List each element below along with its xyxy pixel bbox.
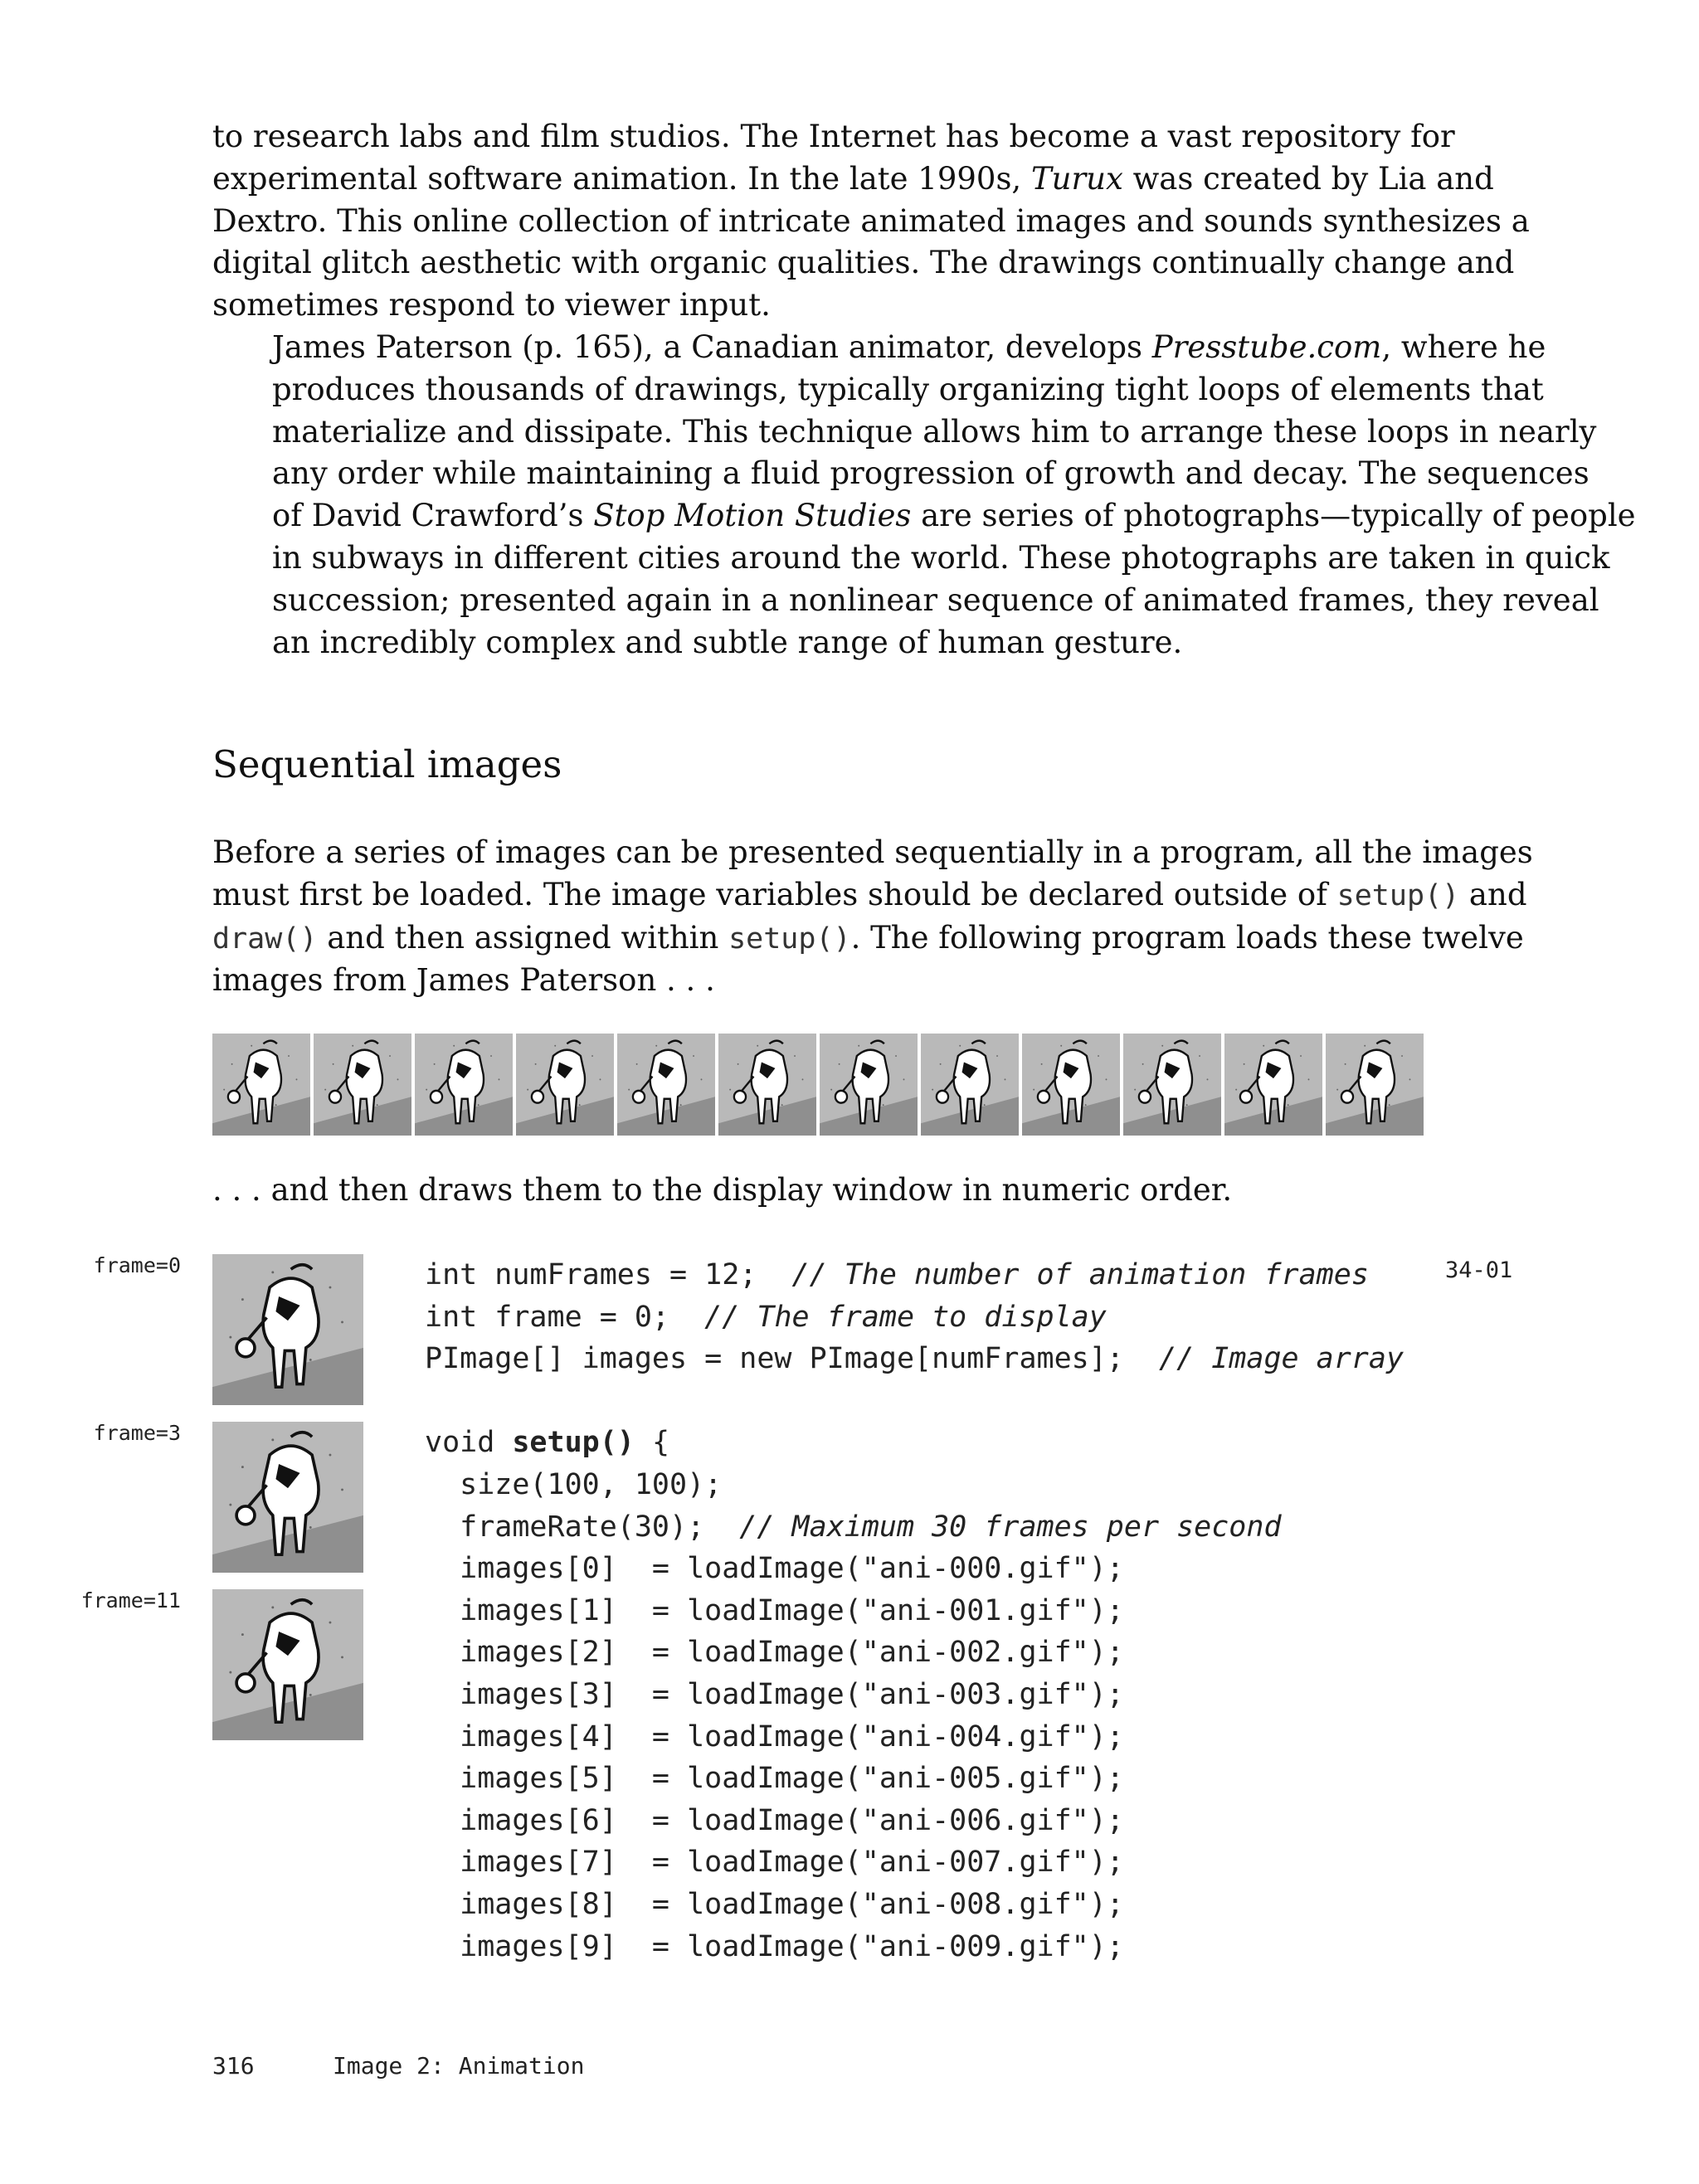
text-line: sometimes respond to viewer input.	[212, 287, 771, 323]
code-line: images[4] = loadImage("ani-004.gif");	[425, 1719, 1124, 1754]
inline-code: draw()	[212, 922, 318, 956]
animation-frame-thumbnail	[1022, 1034, 1120, 1136]
paragraph-2	[212, 327, 1636, 664]
code-comment: // The frame to display	[704, 1300, 1107, 1334]
example-number: 34-01	[1445, 1257, 1513, 1283]
animation-frame-thumbnail	[1326, 1034, 1424, 1136]
text-line: produces thousands of drawings, typically organizing tight loops of elements that	[272, 371, 1544, 407]
frame-11-image	[212, 1589, 363, 1740]
code-comment: // Maximum 30 frames per second	[739, 1510, 1282, 1544]
code-comment: // The number of animation frames	[791, 1258, 1369, 1291]
code-blank-line	[425, 1380, 1404, 1423]
text-line: an incredibly complex and subtle range of human gesture.	[272, 624, 1183, 660]
animation-frame-thumbnail	[820, 1034, 918, 1136]
text-line: images from James Paterson . . .	[212, 962, 715, 999]
code-line: images[1] = loadImage("ani-001.gif");	[425, 1593, 1124, 1627]
inline-code: setup()	[728, 922, 851, 956]
work-title-turux: Turux	[1030, 160, 1123, 197]
section-heading: Sequential images	[212, 742, 562, 786]
code-line: int frame = 0; // The frame to display	[425, 1300, 1107, 1334]
code-line: size(100, 100);	[425, 1467, 723, 1501]
animation-frame-thumbnail	[1224, 1034, 1322, 1136]
code-line: PImage[] images = new PImage[numFrames]; // Image array	[425, 1342, 1404, 1376]
outro-text: . . . and then draws them to the display window in numeric order.	[212, 1172, 1233, 1208]
code-listing	[425, 1254, 1404, 1968]
code-line: frameRate(30); // Maximum 30 frames per second	[425, 1510, 1282, 1544]
code-keyword: setup()	[512, 1426, 635, 1460]
code-line: images[7] = loadImage("ani-007.gif");	[425, 1846, 1124, 1880]
text-line: James Paterson (p. 165), a Canadian animator, develops Presstube.com, where he	[272, 328, 1546, 365]
frame-3-image	[212, 1422, 363, 1573]
animation-frame-thumbnail	[617, 1034, 715, 1136]
animation-frame-thumbnail	[212, 1034, 310, 1136]
frame-label: frame=3	[93, 1421, 181, 1445]
animation-frame-thumbnail	[921, 1034, 1019, 1136]
work-title-presstube: Presstube.com	[1151, 328, 1382, 365]
text-line: of David Crawford’s Stop Motion Studies are series of photographs—typically of people	[272, 498, 1636, 534]
text-line: experimental software animation. In the late 1990s, Turux was created by Lia and	[212, 160, 1494, 197]
chapter-title: Image 2: Animation	[333, 2052, 585, 2079]
text-line: draw() and then assigned within setup(). The following program loads these twelve	[212, 919, 1524, 956]
page-number: 316	[212, 2052, 255, 2079]
animation-filmstrip	[212, 1034, 1427, 1136]
text-line: materialize and dissipate. This technique allows him to arrange these loops in nearly	[272, 413, 1597, 450]
body-text	[212, 116, 1636, 664]
code-line: images[9] = loadImage("ani-009.gif");	[425, 1929, 1124, 1963]
frame-label: frame=11	[80, 1588, 181, 1612]
code-comment: // Image array	[1159, 1342, 1404, 1376]
code-line: images[8] = loadImage("ani-008.gif");	[425, 1887, 1124, 1921]
animation-frame-thumbnail	[314, 1034, 411, 1136]
text-line: in subways in different cities around the world. These photographs are taken in quick	[272, 539, 1610, 576]
text-line: digital glitch aesthetic with organic qualities. The drawings continually change and	[212, 245, 1515, 281]
code-line: images[6] = loadImage("ani-006.gif");	[425, 1803, 1124, 1837]
code-line: int numFrames = 12; // The number of animation frames	[425, 1258, 1369, 1291]
code-line: images[0] = loadImage("ani-000.gif");	[425, 1552, 1124, 1586]
frame-0-image	[212, 1254, 363, 1405]
animation-frame-thumbnail	[1123, 1034, 1221, 1136]
code-line: void setup() {	[425, 1426, 670, 1460]
frame-label: frame=0	[93, 1253, 181, 1277]
work-title-stop-motion-studies: Stop Motion Studies	[593, 498, 912, 534]
text-line: succession; presented again in a nonlinear sequence of animated frames, they reveal	[272, 581, 1599, 618]
text-line: Before a series of images can be presented sequentially in a program, all the images	[212, 834, 1533, 870]
paragraph-1	[212, 116, 1530, 327]
text-line: any order while maintaining a fluid progression of growth and decay. The sequences	[272, 455, 1589, 492]
animation-frame-thumbnail	[718, 1034, 816, 1136]
animation-frame-thumbnail	[415, 1034, 513, 1136]
animation-frame-thumbnail	[516, 1034, 614, 1136]
code-line: images[3] = loadImage("ani-003.gif");	[425, 1677, 1124, 1711]
code-line: images[5] = loadImage("ani-005.gif");	[425, 1762, 1124, 1796]
code-line: images[2] = loadImage("ani-002.gif");	[425, 1636, 1124, 1670]
text-line: to research labs and film studios. The Internet has become a vast repository for	[212, 119, 1455, 154]
text-line: must first be loaded. The image variables should be declared outside of setup() and	[212, 876, 1527, 912]
intro-paragraph	[212, 832, 1533, 1002]
inline-code: setup()	[1336, 878, 1460, 912]
text-line: Dextro. This online collection of intricate animated images and sounds synthesizes a	[212, 202, 1530, 239]
